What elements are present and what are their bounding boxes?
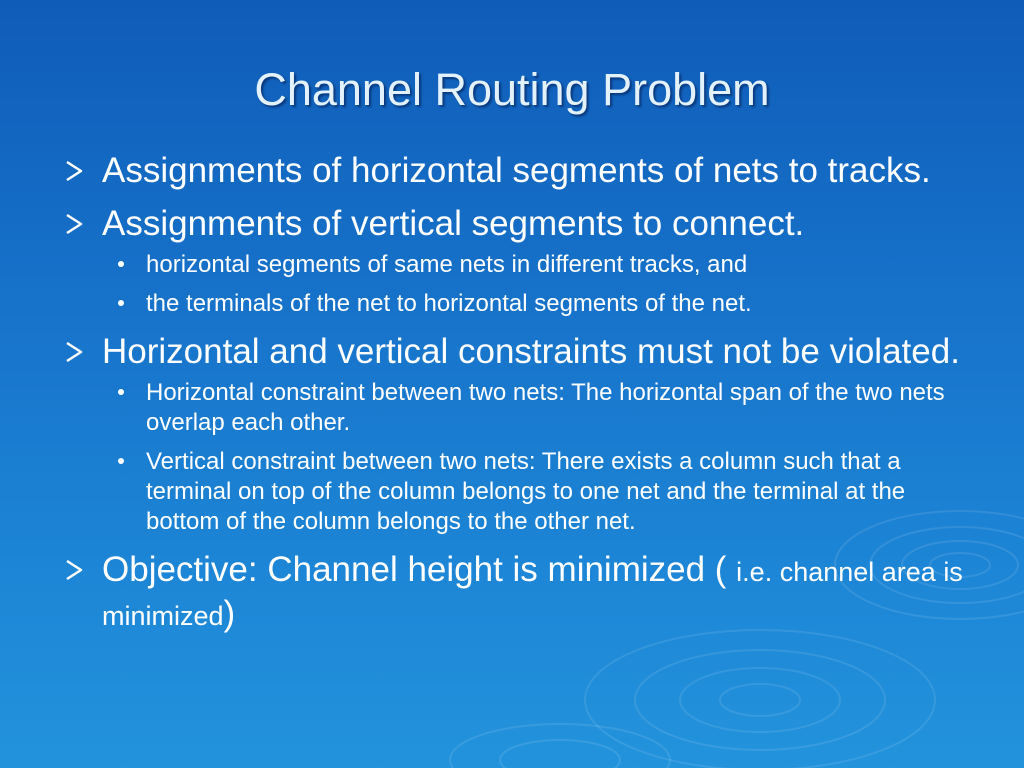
bullet-item xyxy=(62,331,982,537)
bullet-item xyxy=(62,150,982,191)
sub-bullet-text: horizontal segments of same nets in different tracks, and xyxy=(146,251,748,278)
sub-bullet-item xyxy=(102,378,982,438)
slide-title: Channel Routing Problem xyxy=(254,64,770,115)
sub-bullet-item xyxy=(102,289,982,319)
arrowhead-bullet-icon xyxy=(62,334,88,370)
sub-bullet-text: Vertical constraint between two nets: There exists a column such that a terminal on top of the column belongs to one net and the terminal at the bottom of the column belongs to the other net. xyxy=(146,448,906,535)
bullet-text-closing-paren: ) xyxy=(223,594,236,633)
dot-bullet-icon xyxy=(118,300,124,306)
sub-bullet-text: Horizontal constraint between two nets: The horizontal span of the two nets overlap each other. xyxy=(146,379,945,436)
arrowhead-bullet-icon xyxy=(62,153,88,189)
bullet-text-small: i.e. channel area is minimized xyxy=(102,557,963,631)
arrowhead-bullet-icon xyxy=(62,206,88,242)
sub-bullet-list xyxy=(102,250,982,319)
dot-bullet-icon xyxy=(118,458,124,464)
bullet-text: Objective: Channel height is minimized ( xyxy=(102,550,737,589)
dot-bullet-icon xyxy=(118,261,124,267)
sub-bullet-text: the terminals of the net to horizontal segments of the net. xyxy=(146,290,752,317)
arrowhead-bullet-icon xyxy=(62,552,88,588)
sub-bullet-list xyxy=(102,378,982,537)
bullet-text: Assignments of vertical segments to connect. xyxy=(102,204,805,243)
bullet-item xyxy=(62,549,982,637)
sub-bullet-item xyxy=(102,250,982,280)
bullet-item xyxy=(62,203,982,319)
bullet-text: Horizontal and vertical constraints must not be violated. xyxy=(102,332,960,371)
bullet-text: Assignments of horizontal segments of nets to tracks. xyxy=(102,151,931,190)
bullet-list xyxy=(62,150,982,649)
dot-bullet-icon xyxy=(118,389,124,395)
sub-bullet-item xyxy=(102,447,982,537)
